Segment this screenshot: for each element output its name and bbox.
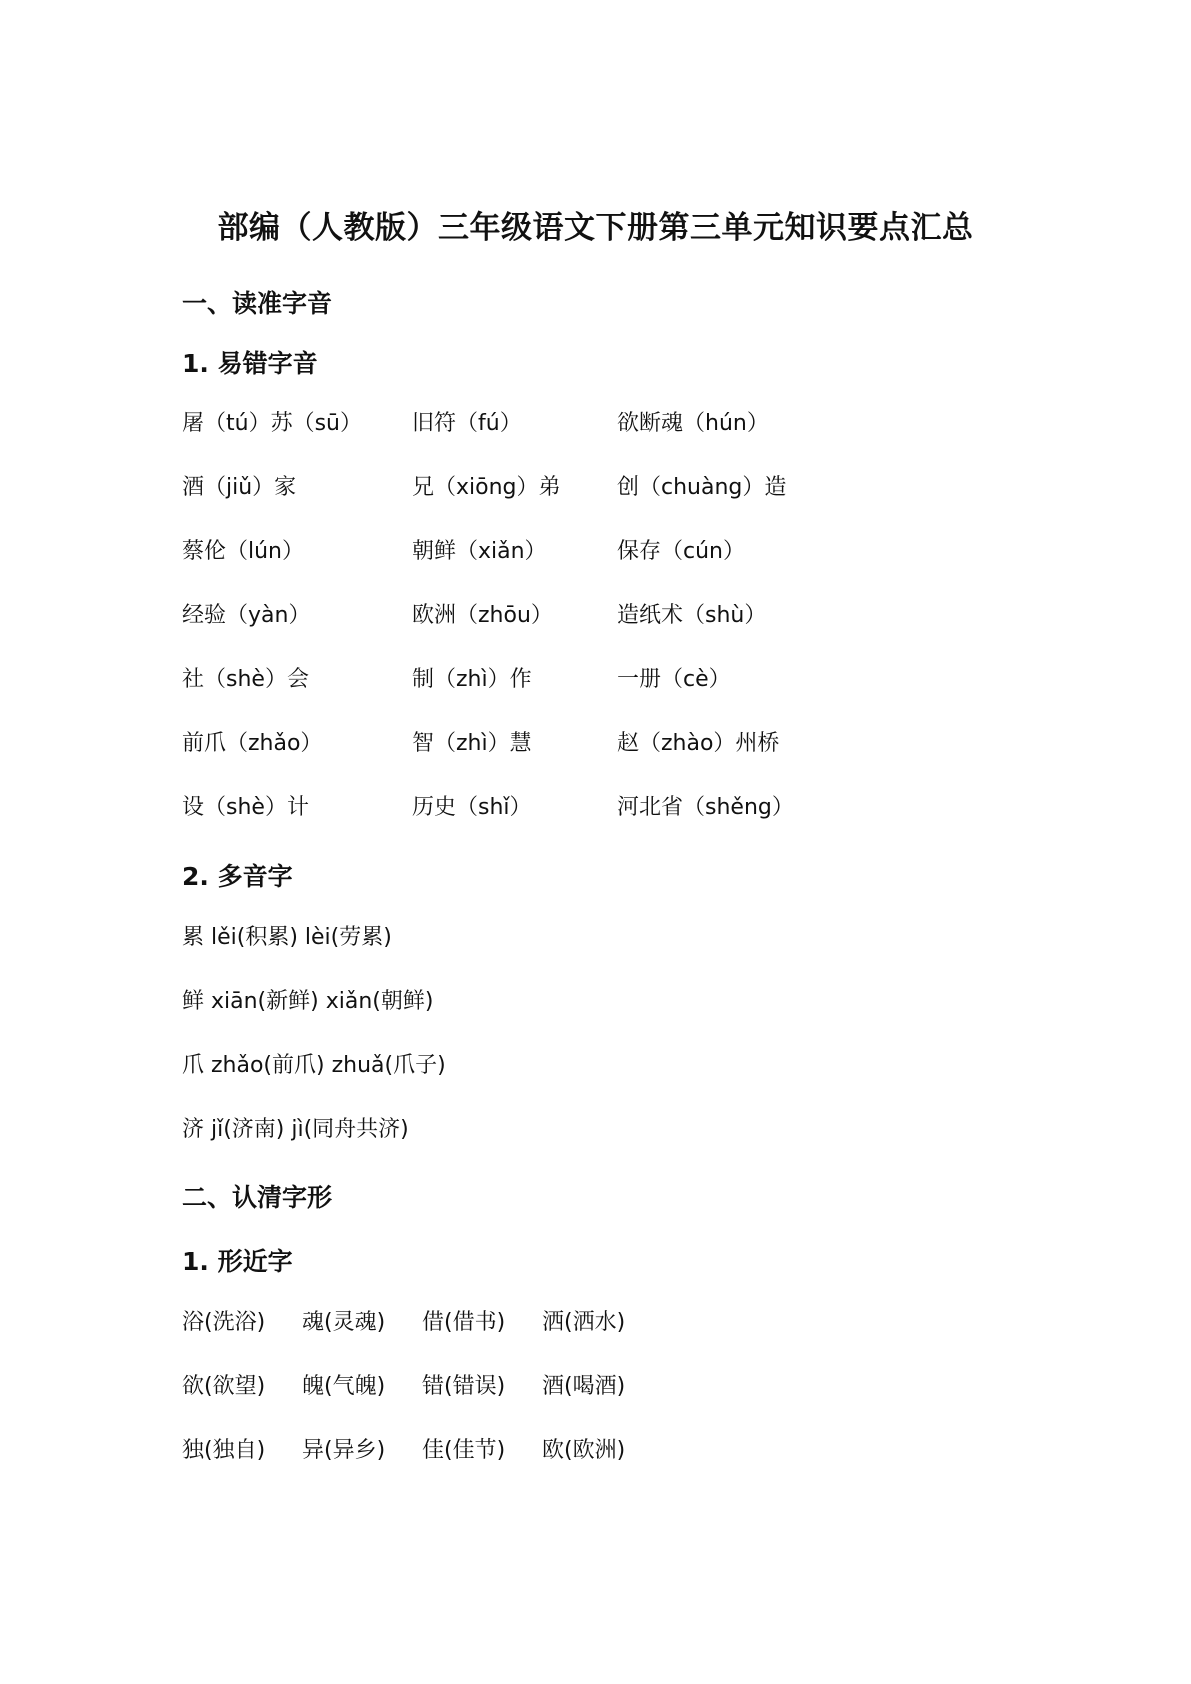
similar-character-item: 魄(气魄) [302,1374,386,1399]
pronunciation-item: 造纸术（shù） [617,603,767,628]
similar-character-item: 洒(洒水) [542,1310,626,1335]
pronunciation-item: 赵（zhào）州桥 [617,731,780,756]
polyphonic-line: 爪 zhǎo(前爪) zhuǎ(爪子) [182,1053,446,1078]
pronunciation-item: 社（shè）会 [182,667,309,692]
pronunciation-item: 河北省（shěng） [617,795,794,820]
similar-character-item: 异(异乡) [302,1438,386,1463]
similar-character-item: 独(独自) [182,1438,266,1463]
similar-character-item: 佳(佳节) [422,1438,506,1463]
pronunciation-item: 酒（jiǔ）家 [182,475,297,500]
polyphonic-line: 鲜 xiān(新鲜) xiǎn(朝鲜) [182,989,434,1014]
similar-character-item: 借(借书) [422,1310,506,1335]
pronunciation-item: 历史（shǐ） [412,795,532,820]
pronunciation-item: 设（shè）计 [182,795,309,820]
pronunciation-item: 欧洲（zhōu） [412,603,553,628]
page-title: 部编（人教版）三年级语文下册第三单元知识要点汇总 [217,210,974,246]
polyphonic-line: 累 lěi(积累) lèi(劳累) [182,925,392,950]
section-heading-character-forms: 二、认清字形 [182,1183,333,1212]
section-heading-pronunciation: 一、读准字音 [182,289,333,318]
pronunciation-item: 屠（tú）苏（sū） [182,411,362,436]
pronunciation-item: 智（zhì）慧 [412,731,532,756]
pronunciation-item: 创（chuàng）造 [617,475,787,500]
pronunciation-item: 欲断魂（hún） [617,411,769,436]
similar-character-item: 酒(喝酒) [542,1374,626,1399]
similar-character-item: 欧(欧洲) [542,1438,626,1463]
pronunciation-item: 朝鲜（xiǎn） [412,539,547,564]
pronunciation-item: 蔡伦（lún） [182,539,304,564]
subheading-similar-characters: 1. 形近字 [182,1247,293,1276]
pronunciation-item: 前爪（zhǎo） [182,731,323,756]
pronunciation-item: 兄（xiōng）弟 [412,475,561,500]
similar-character-item: 浴(洗浴) [182,1310,266,1335]
polyphonic-line: 济 jǐ(济南) jì(同舟共济) [182,1117,409,1142]
pronunciation-item: 制（zhì）作 [412,667,532,692]
similar-character-item: 欲(欲望) [182,1374,266,1399]
pronunciation-item: 一册（cè） [617,667,731,692]
pronunciation-item: 经验（yàn） [182,603,311,628]
similar-character-item: 魂(灵魂) [302,1310,386,1335]
subheading-polyphonic-characters: 2. 多音字 [182,862,293,891]
pronunciation-item: 保存（cún） [617,539,745,564]
similar-character-item: 错(错误) [422,1374,506,1399]
pronunciation-item: 旧符（fú） [412,411,522,436]
subheading-error-prone-sounds: 1. 易错字音 [182,349,318,378]
